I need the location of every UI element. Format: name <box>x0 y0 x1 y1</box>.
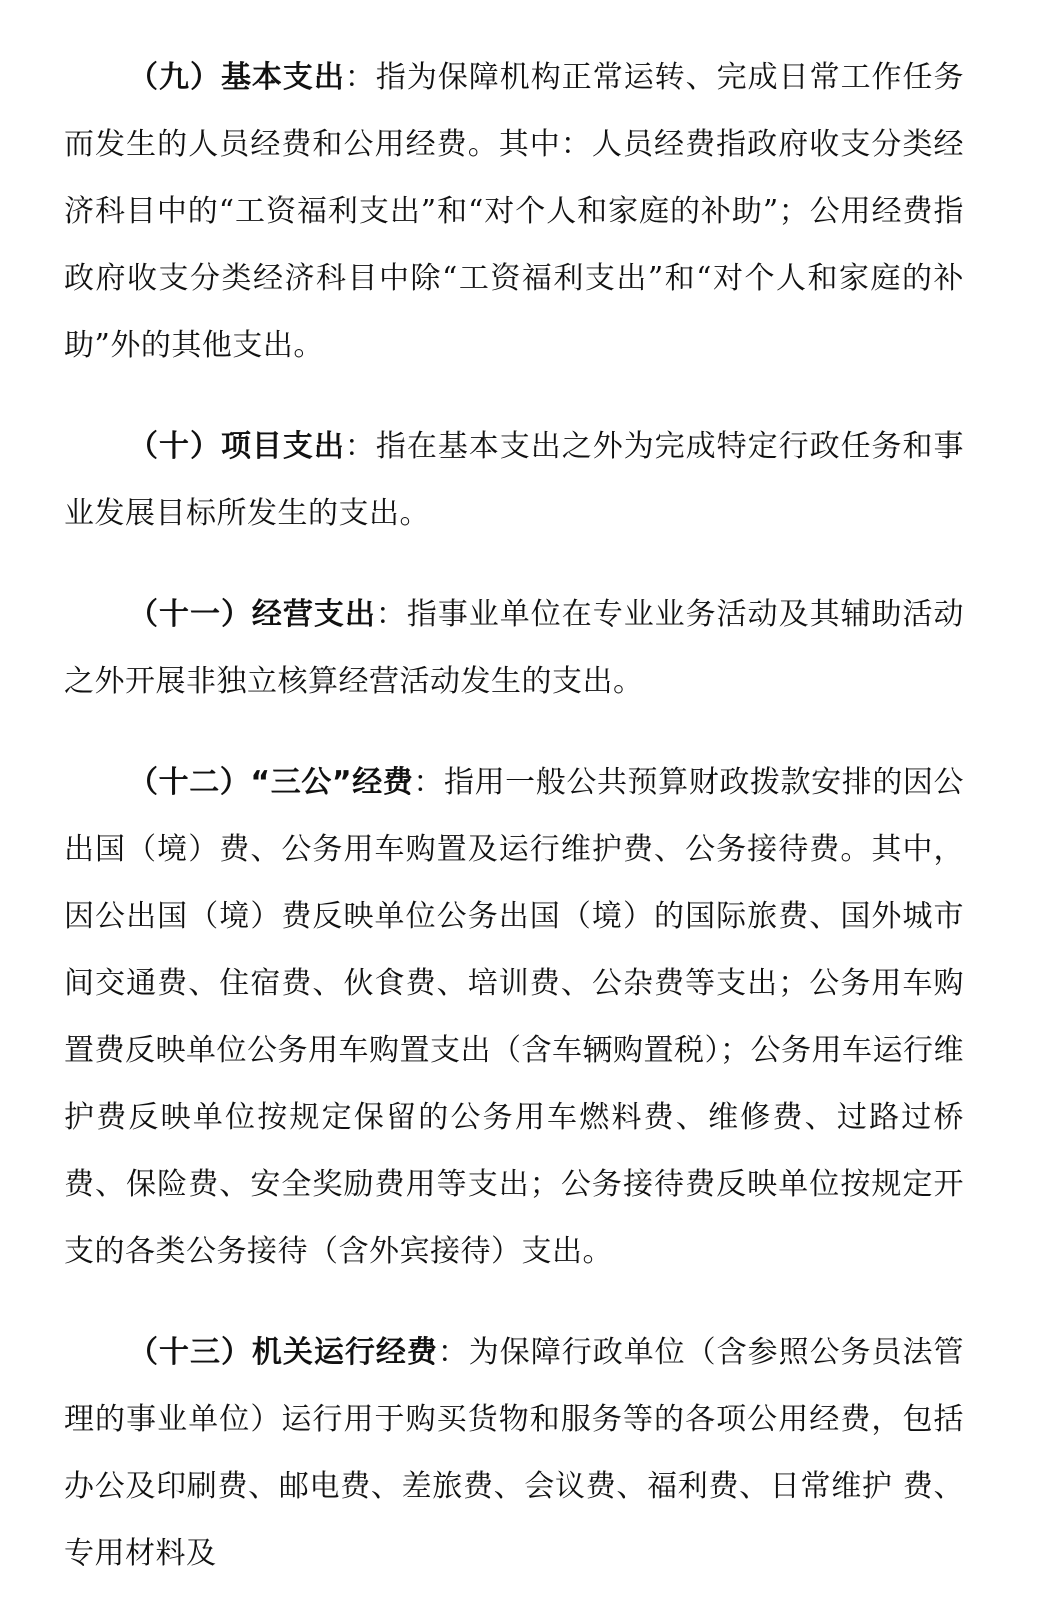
paragraph-three-public-expenses <box>64 749 964 1285</box>
definition-agency-operating-expenses: ：为保障行政单位（含参照公务员法管理的事业单位）运行用于购买货物和服务等的各项公用经费，包括办公及印刷费、邮电费、差旅费、会议费、福利费、日常维护 费、专用材料及 <box>64 1335 965 1571</box>
term-operating-expenditure: （十一）经营支出 <box>128 597 376 632</box>
term-agency-operating-expenses: （十三）机关运行经费 <box>128 1335 438 1370</box>
term-three-public-expenses: （十二）“三公”经费 <box>128 765 414 800</box>
term-project-expenditure: （十）项目支出 <box>128 429 345 464</box>
paragraph-agency-operating-expenses <box>64 1319 964 1587</box>
definition-basic-expenditure: ：指为保障机构正常运转、完成日常工作任务而发生的人员经费和公用经费。其中：人员经费指政府收支分类经济科目中的“工资福利支出”和“对个人和家庭的补助”；公用经费指政府收支分类经济科目中除“工资福利支出”和“对个人和家庭的补助”外的其他支出。 <box>64 60 965 363</box>
document-page <box>64 44 964 1621</box>
term-basic-expenditure: （九）基本支出 <box>128 60 345 95</box>
paragraph-project-expenditure <box>64 413 964 547</box>
definition-project-expenditure: ：指在基本支出之外为完成特定行政任务和事业发展目标所发生的支出。 <box>64 429 965 531</box>
paragraph-basic-expenditure <box>64 44 964 379</box>
definition-operating-expenditure: ：指事业单位在专业业务活动及其辅助活动之外开展非独立核算经营活动发生的支出。 <box>64 597 965 699</box>
definition-three-public-expenses: ：指用一般公共预算财政拨款安排的因公出国（境）费、公务用车购置及运行维护费、公务接待费。其中，因公出国（境）费反映单位公务出国（境）的国际旅费、国外城市间交通费、住宿费、伙食费、培训费、公杂费等支出；公务用车购置费反映单位公务用车购置支出（含车辆购置税）；公务用车运行维护费反映单位按规定保留的公务用车燃料费、维修费、过路过桥费、保险费、安全奖励费用等支出；公务接待费反映单位按规定开支的各类公务接待（含外宾接待）支出。 <box>64 765 965 1269</box>
paragraph-operating-expenditure <box>64 581 964 715</box>
